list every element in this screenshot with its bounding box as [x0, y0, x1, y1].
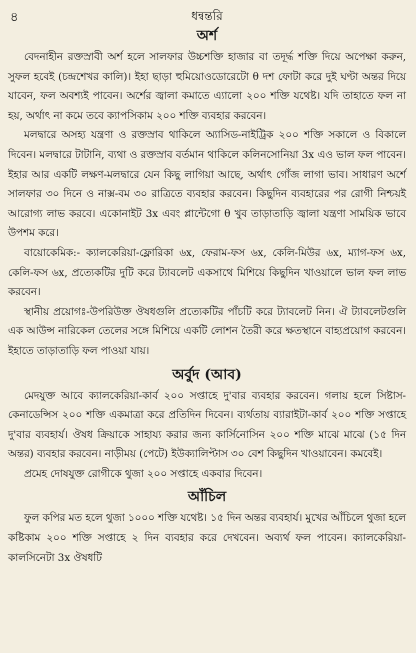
paragraph: প্রমেহ দোষযুক্ত রোগীকে থুজা ২০০ সপ্তাহে একবার দিবেন। [24, 467, 263, 480]
section-anchil [8, 487, 406, 568]
paragraph: মেদযুক্ত আবে ক্যালকেরিয়া-কার্ব ২০০ সপ্তাহে দু'বার ব্যবহার করবেন। গলায় হলে সিষ্টাস-কেনাডেন্সিস ২০০ শক্তি একমাত্রা করে প্রতিদিন দিবেন। ব্যর্থতায় ব্যারাইটা-কার্ব ২০০ শক্তি সপ্তাহে দু'বার ব্যবহার্য। ঔষধ ক্রিয়াকে সাহায্য করার জন্য কার্সিনোসিন ২০০ শক্তি মাঝে মাঝে (১৫ দিন অন্তর) ব্যবহার করবেন। নাড়ীময় (পেটে) ইউক্যালিপ্টাস ৩০ বেশ কিছুদিন খাওয়াবেন। কমবেই। [8, 389, 406, 461]
running-title: ধন্বন্তরি [191, 9, 223, 23]
section-arsha [8, 26, 406, 362]
page-header [8, 6, 406, 26]
section-heading: আঁচিল [187, 489, 227, 506]
section-arbud [8, 365, 406, 485]
section-heading: অর্শ [196, 28, 218, 44]
paragraph: বায়োকেমিক:- ক্যালকেরিয়া-ফ্লোরিকা ৬x, ফেরাম-ফস ৬x, কেলি-মিউর ৬x, ম্যাগ-ফস ৬x, কেলি-ফস ৬x, প্রত্যেকটির দুটি করে ট্যাবলেট একসাথে মিশিয়ে কিছুদিন খাওয়ালে ভাল ফল লাভ করবেন। [8, 246, 406, 299]
paragraph: বেদনাহীন রক্তস্রাবী অর্শ হলে সালফার উচ্চশক্তি হাজার বা তদূর্দ্ধ শক্তি দিয়ে অপেক্ষা করুন, সুফল হবেই (চন্দ্রশেখর কালি)। ইহা ছাড়া হুমিয়োওডোরেটো θ দশ ফোটা করে দুই ঘণ্টা অন্তর দিয়ে যাবেন, ফল অবশ্যই পাবেন। অর্শের জ্বালা কমাতে এ্যালো ২০০ শক্তি যথেষ্ট। যদি তাহাতে ফল না হয়, অর্থাৎ না কমে তবে ক্যাপসিকাম ২০০ শক্তি ব্যবহার করবেন। [8, 51, 406, 122]
paragraph: মলদ্বারে অসহ্য যন্ত্রণা ও রক্তস্রাব থাকিলে অ্যাসিড-নাইট্রিক ২০০ শক্তি সকালে ও বিকালে দিবেন। মলদ্বারে টাটানি, ব্যথা ও রক্তস্রাব বর্তমান থাকিলে কলিনসোনিয়া 3x এও ভাল ফল পাবেন। ইহার আর একটি লক্ষণ-মলদ্বারে যেন কিছু লাগিয়া আছে, অর্থাৎ গোঁজ লাগা ভাব। সাধারণ অর্শে সালফার ৩০ দিনে ও নাক্স-বম ৩০ রাত্রিতে ব্যবহার করবেন। কিছুদিন ব্যবহারের পর রোগী নিশ্চয়ই আরোগ্য লাভ করবে। একোনাইট 3x এবং প্লান্টেগো θ খুব তাড়াতাড়ি জ্বালা যন্ত্রণা সাময়িক ভাবে উপশম করে। [8, 129, 406, 240]
paragraph: স্থানীয় প্রয়োগঃ-উপরিউক্ত ঔষধগুলি প্রত্যেকটির পাঁচটি করে ট্যাবলেট নিন। ঐ ট্যাবলেটগুলি এক আউন্স নারিকেল তেলের সঙ্গে মিশিয়ে একটি লোশন তৈরী করে ক্ষতস্থানে বাহ্যপ্রয়োগ করবেন। ইহাতে তাড়াতাড়ি ফল পাওয়া যায়। [8, 305, 406, 357]
page-number: ৪ [10, 10, 19, 25]
paragraph: ফুল কপির মত হলে থুজা ১০০০ শক্তি যথেষ্ট। ১৫ দিন অন্তর ব্যবহার্য। মুখের আঁচিলে থুজা হলে কষ্টিকাম ২০০ শক্তি সপ্তাহে ২ দিন ব্যবহার করে দেখবেন। অব্যর্থ ফল পাবেন। ক্যালকেরিয়া-কালসিনেটা 3x ঔষধটি [8, 512, 406, 564]
section-heading: অর্বুদ (আব) [172, 366, 242, 383]
